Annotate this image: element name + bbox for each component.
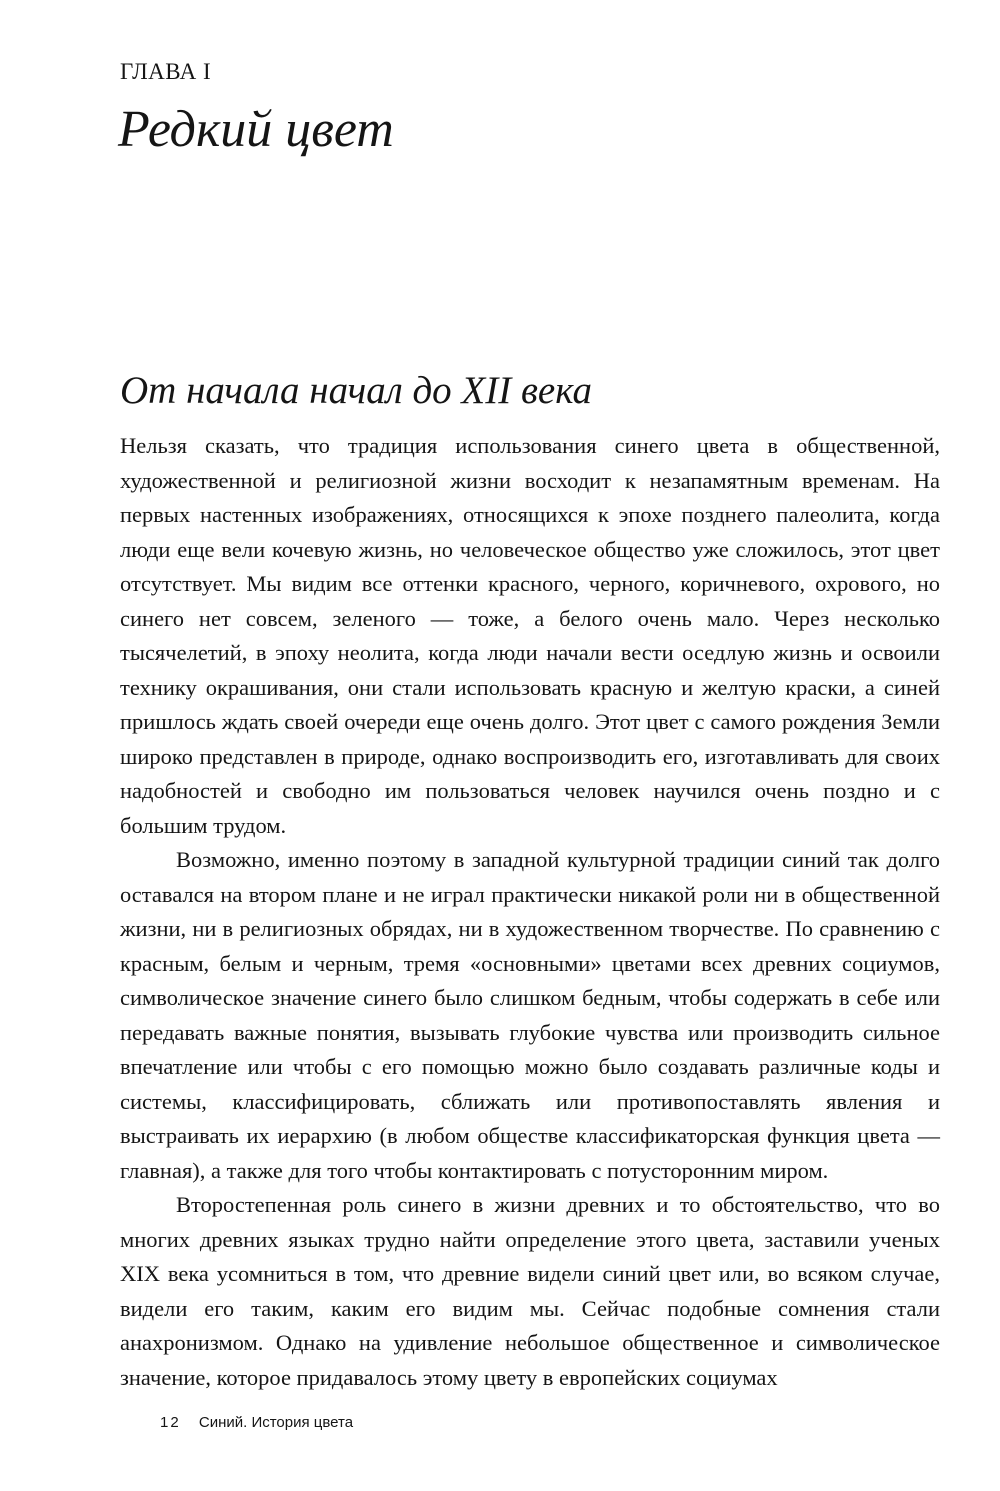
chapter-title: Редкий цвет: [118, 101, 394, 158]
running-title: Синий. История цвета: [198, 1414, 354, 1431]
section-title: От начала начал до XII века: [120, 369, 592, 412]
paragraph: Нельзя сказать, что традиция использования синего цвета в общественной, художественной и религиозной жизни восходит к незапамятным временам. На первых настенных изображениях, относящихся к эпохе позднего палеолита, когда люди еще вели кочевую жизнь, но человеческое общество уже сложилось, этот цвет отсутствует. Мы видим все оттенки красного, черного, коричневого, охрового, но синего нет совсем, зеленого — тоже, а белого очень мало. Через несколько тысячелетий, в эпоху неолита, когда люди начали вести оседлую жизнь и освоили технику окрашивания, они стали использовать красную и желтую краски, а синей пришлось ждать своей очереди еще очень долго. Этот цвет с самого рождения Земли широко представлен в природе, однако воспроизводить его, изготавливать для своих надобностей и свободно им пользоваться человек научился очень поздно и с большим трудом.: [120, 433, 940, 838]
page-footer: [160, 1413, 353, 1433]
paragraph: Возможно, именно поэтому в западной культурной традиции синий так долго оставался на втором плане и не играл практически никакой роли ни в общественной жизни, ни в религиозных обрядах, ни в художественном творчестве. По сравнению с красным, белым и черным, тремя «основными» цветами всех древних социумов, символическое значение синего было слишком бедным, чтобы содержать в себе или передавать важные понятия, вызывать глубокие чувства или производить сильное впечатление или чтобы с его помощью можно было создавать различные коды и системы, классифицировать, сближать или противопоставлять явления и выстраивать их иерархию (в любом обществе классификаторская функция цвета — главная), а также для того чтобы контактировать с потусторонним миром.: [120, 847, 940, 1183]
paragraph: Второстепенная роль синего в жизни древних и то обстоятельство, что во многих древних языках трудно найти определение этого цвета, заставили ученых XIX века усомниться в том, что древние видели синий цвет или, во всяком случае, видели его таким, каким его видим мы. Сейчас подобные сомнения стали анахронизмом. Однако на удивление небольшое общественное и символическое значение, которое придавалось этому цвету в европейских социумах: [120, 1192, 940, 1390]
chapter-label: ГЛАВА I: [120, 59, 212, 84]
page-number: 12: [160, 1414, 181, 1431]
body-text: [120, 429, 940, 1395]
